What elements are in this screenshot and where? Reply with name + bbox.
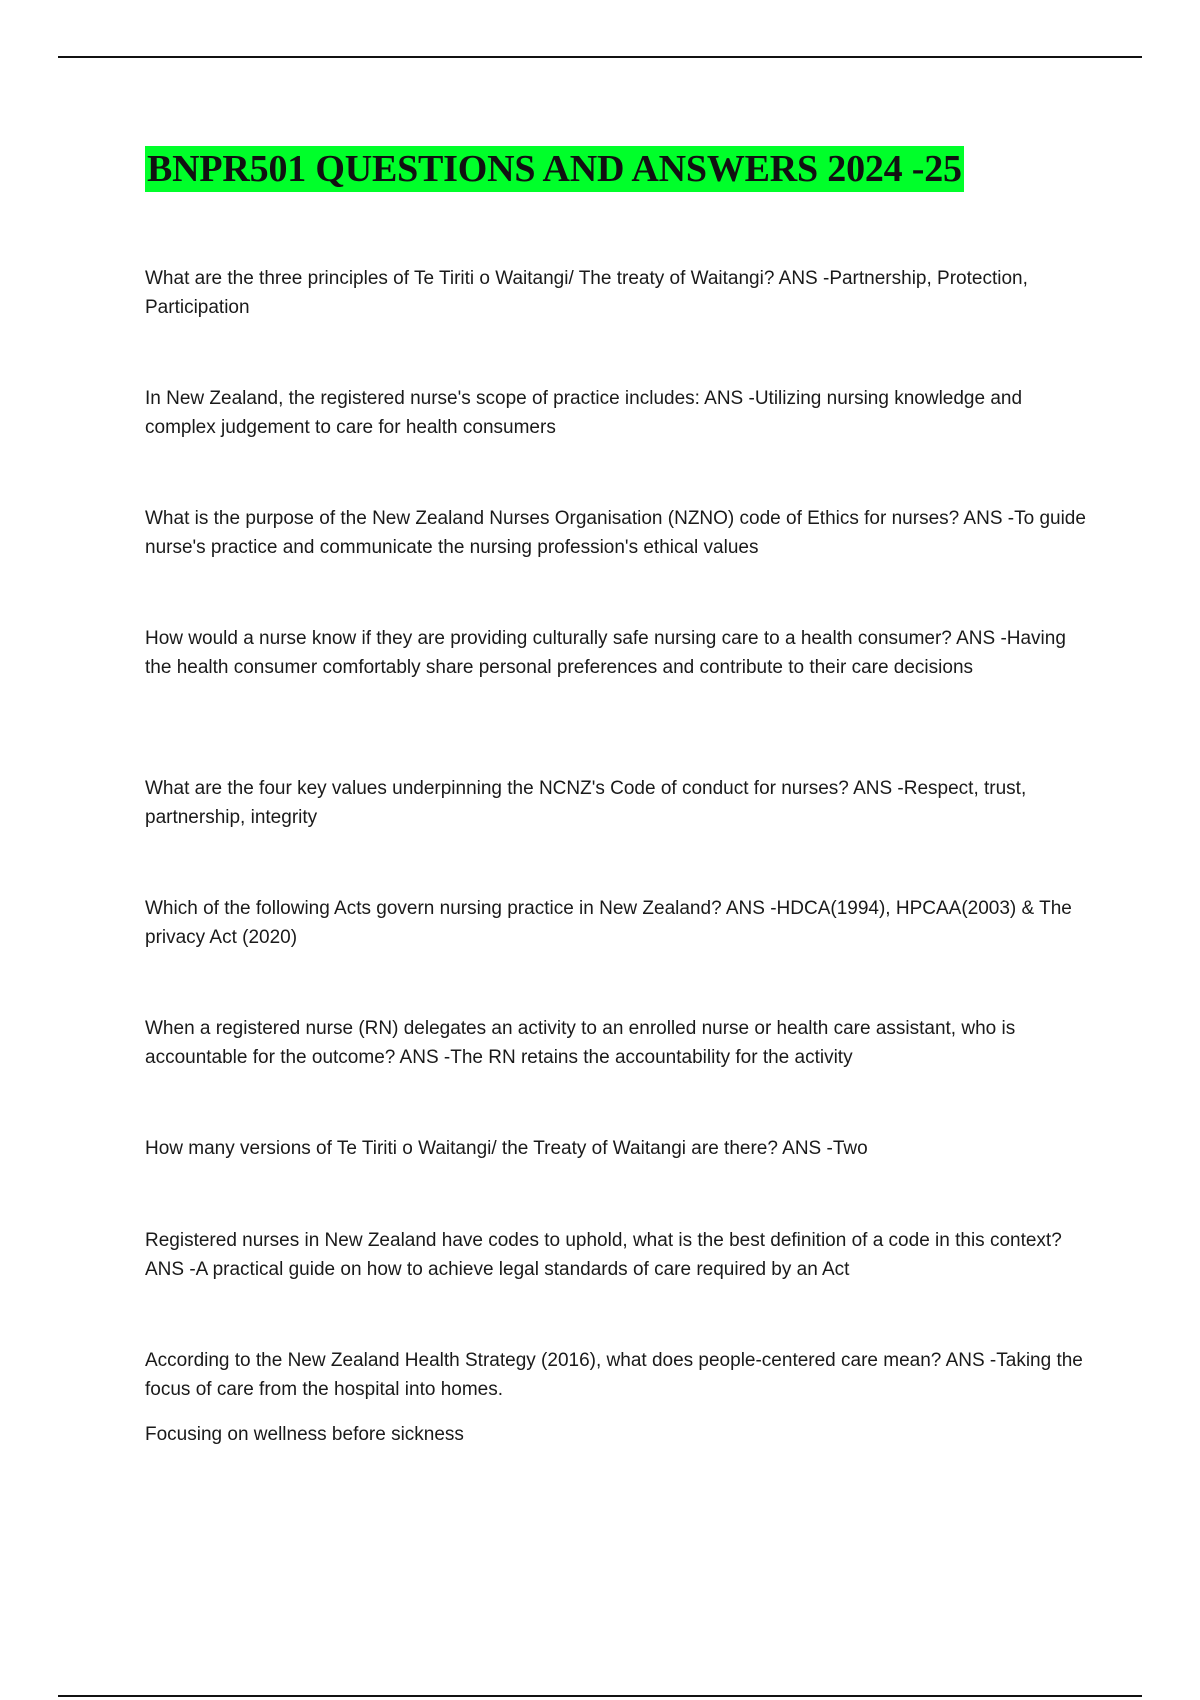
- qa-item-6: Which of the following Acts govern nursing practice in New Zealand? ANS -HDCA(1994), HPCAA(2003) & The privacy Act (2020): [145, 898, 1072, 948]
- qa-item-8: How many versions of Te Tiriti o Waitangi/ the Treaty of Waitangi are there? ANS -Two: [145, 1138, 868, 1159]
- qa-item-7: When a registered nurse (RN) delegates an activity to an enrolled nurse or health care assistant, who is accountable for the outcome? ANS -The RN retains the accountability for the activity: [145, 1018, 1016, 1068]
- qa-item-10: According to the New Zealand Health Strategy (2016), what does people-centered care mean? ANS -Taking the focus of care from the hospital into homes.: [145, 1350, 1083, 1400]
- qa-item-5: What are the four key values underpinning the NCNZ's Code of conduct for nurses? ANS -Respect, trust, partnership, integrity: [145, 778, 1027, 828]
- footer-rule: [58, 1695, 1142, 1697]
- title-block: [145, 146, 964, 192]
- document-title: BNPR501 QUESTIONS AND ANSWERS 2024 -25: [147, 148, 962, 190]
- qa-item-4: How would a nurse know if they are providing culturally safe nursing care to a health consumer? ANS -Having the health consumer comfortably share personal preferences and contribute to their care decisions: [145, 628, 1066, 678]
- header-rule: [58, 56, 1142, 58]
- qa-item-3: What is the purpose of the New Zealand Nurses Organisation (NZNO) code of Ethics for nurses? ANS -To guide nurse's practice and communicate the nursing profession's ethical values: [145, 508, 1086, 558]
- qa-item-10-continuation: Focusing on wellness before sickness: [145, 1424, 464, 1445]
- qa-item-9: Registered nurses in New Zealand have codes to uphold, what is the best definition of a code in this context? ANS -A practical guide on how to achieve legal standards of care required by an Act: [145, 1230, 1062, 1280]
- qa-item-1: What are the three principles of Te Tiriti o Waitangi/ The treaty of Waitangi? ANS -Partnership, Protection, Participation: [145, 268, 1028, 318]
- qa-item-2: In New Zealand, the registered nurse's scope of practice includes: ANS -Utilizing nursing knowledge and complex judgement to care for health consumers: [145, 388, 1023, 438]
